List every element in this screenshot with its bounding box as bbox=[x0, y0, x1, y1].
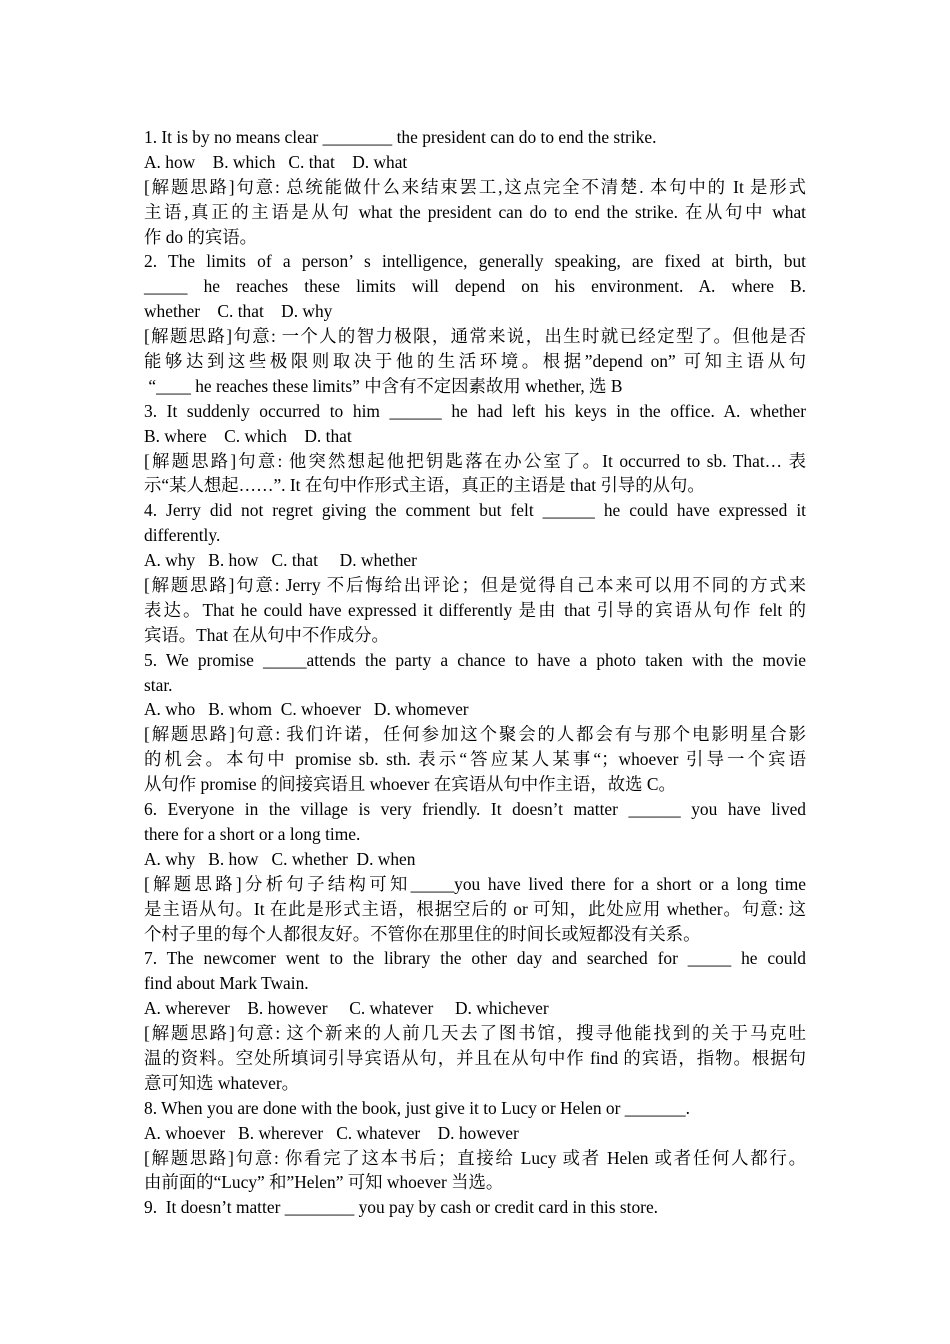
document-page bbox=[144, 125, 806, 1220]
text-line: 2. The limits of a person’ s intelligence, generally speaking, are fixed at birth, but bbox=[144, 251, 806, 272]
text-line: [解题思路]句意: 他突然想起他把钥匙落在办公室了。It occurred to sb. That… 表 bbox=[144, 450, 806, 471]
text-line: 能够达到这些极限则取决于他的生活环境。根据”depend on” 可知主语从句 bbox=[144, 351, 806, 372]
text-line: 意可知选 whatever。 bbox=[144, 1072, 300, 1093]
text-line: A. whoever B. wherever C. whatever D. however bbox=[144, 1122, 519, 1143]
text-line: B. where C. which D. that bbox=[144, 425, 352, 446]
text-line: 宾语。That 在从句中不作成分。 bbox=[144, 624, 389, 645]
text-line: 示“某人想起……”. It 在句中作形式主语，真正的主语是 that 引导的从句。 bbox=[144, 475, 705, 496]
text-line: 表达。That he could have expressed it differently 是由 that 引导的宾语从句作 felt 的 bbox=[144, 599, 806, 620]
text-line: [解题思路]句意: 你看完了这本书后；直接给 Lucy 或者 Helen 或者任何人都行。 bbox=[144, 1147, 806, 1168]
text-line: [解题思路]句意: Jerry 不后悔给出评论；但是觉得自己本来可以用不同的方式来 bbox=[144, 575, 806, 596]
text-line: 温的资料。空处所填词引导宾语从句，并且在从句中作 find 的宾语，指物。根据句 bbox=[144, 1047, 806, 1068]
text-line: A. wherever B. however C. whatever D. whichever bbox=[144, 998, 549, 1019]
text-line: [解题思路]句意: 总统能做什么来结束罢工,这点完全不清楚. 本句中的 It 是形式 bbox=[144, 176, 806, 197]
text-line: there for a short or a long time. bbox=[144, 823, 361, 844]
text-line: 9. It doesn’t matter ________ you pay by cash or credit card in this store. bbox=[144, 1197, 659, 1218]
text-line: 4. Jerry did not regret giving the comment but felt ______ he could have expressed it bbox=[144, 500, 806, 521]
text-line: [解题思路]分析句子结构可知_____you have lived there for a short or a long time bbox=[144, 873, 806, 894]
text-line: 1. It is by no means clear ________ the president can do to end the strike. bbox=[144, 127, 657, 147]
text-line: “____ he reaches these limits” 中含有不定因素故用 whether, 选 B bbox=[144, 375, 623, 396]
text-line: 是主语从句。It 在此是形式主语，根据空后的 or 可知，此处应用 whether。句意: 这 bbox=[144, 898, 806, 919]
text-line: [解题思路]句意: 我们许诺，任何参加这个聚会的人都会有与那个电影明星合影 bbox=[144, 724, 806, 745]
text-line: 的机会。本句中 promise sb. sth. 表示“答应某人某事“；whoever 引导一个宾语 bbox=[144, 749, 806, 770]
text-line: A. why B. how C. that D. whether bbox=[144, 550, 417, 571]
text-line: 主语,真正的主语是从句 what the president can do to end the strike. 在从句中 what bbox=[144, 201, 806, 222]
text-line: A. who B. whom C. whoever D. whomever bbox=[144, 699, 469, 720]
text-line: 6. Everyone in the village is very friendly. It doesn’t matter ______ you have lived bbox=[144, 799, 806, 820]
text-line: differently. bbox=[144, 525, 221, 546]
text-line: A. why B. how C. whether D. when bbox=[144, 848, 416, 869]
text-line: [解题思路]句意: 这个新来的人前几天去了图书馆，搜寻他能找到的关于马克吐 bbox=[144, 1023, 806, 1044]
text-line: 3. It suddenly occurred to him ______ he had left his keys in the office. A. whether bbox=[144, 400, 806, 421]
text-line: 由前面的“Lucy” 和”Helen” 可知 whoever 当选。 bbox=[144, 1172, 504, 1193]
text-line: 个村子里的每个人都很友好。不管你在那里住的时间长或短都没有关系。 bbox=[144, 923, 701, 944]
text-line: _____ he reaches these limits will depend on his environment. A. where B. bbox=[144, 276, 806, 297]
text-line: 8. When you are done with the book, just give it to Lucy or Helen or _______. bbox=[144, 1097, 690, 1118]
text-line: 作 do 的宾语。 bbox=[144, 226, 258, 247]
text-line: find about Mark Twain. bbox=[144, 973, 309, 994]
text-line: 5. We promise _____attends the party a chance to have a photo taken with the movie bbox=[144, 649, 806, 670]
text-line: 从句作 promise 的间接宾语且 whoever 在宾语从句中作主语，故选 C。 bbox=[144, 774, 676, 795]
text-line: whether C. that D. why bbox=[144, 301, 333, 322]
text-line: star. bbox=[144, 674, 173, 695]
text-line: 7. The newcomer went to the library the other day and searched for _____ he could bbox=[144, 948, 806, 969]
text-line: [解题思路]句意: 一个人的智力极限，通常来说，出生时就已经定型了。但他是否 bbox=[144, 326, 806, 347]
text-line: A. how B. which C. that D. what bbox=[144, 151, 408, 172]
